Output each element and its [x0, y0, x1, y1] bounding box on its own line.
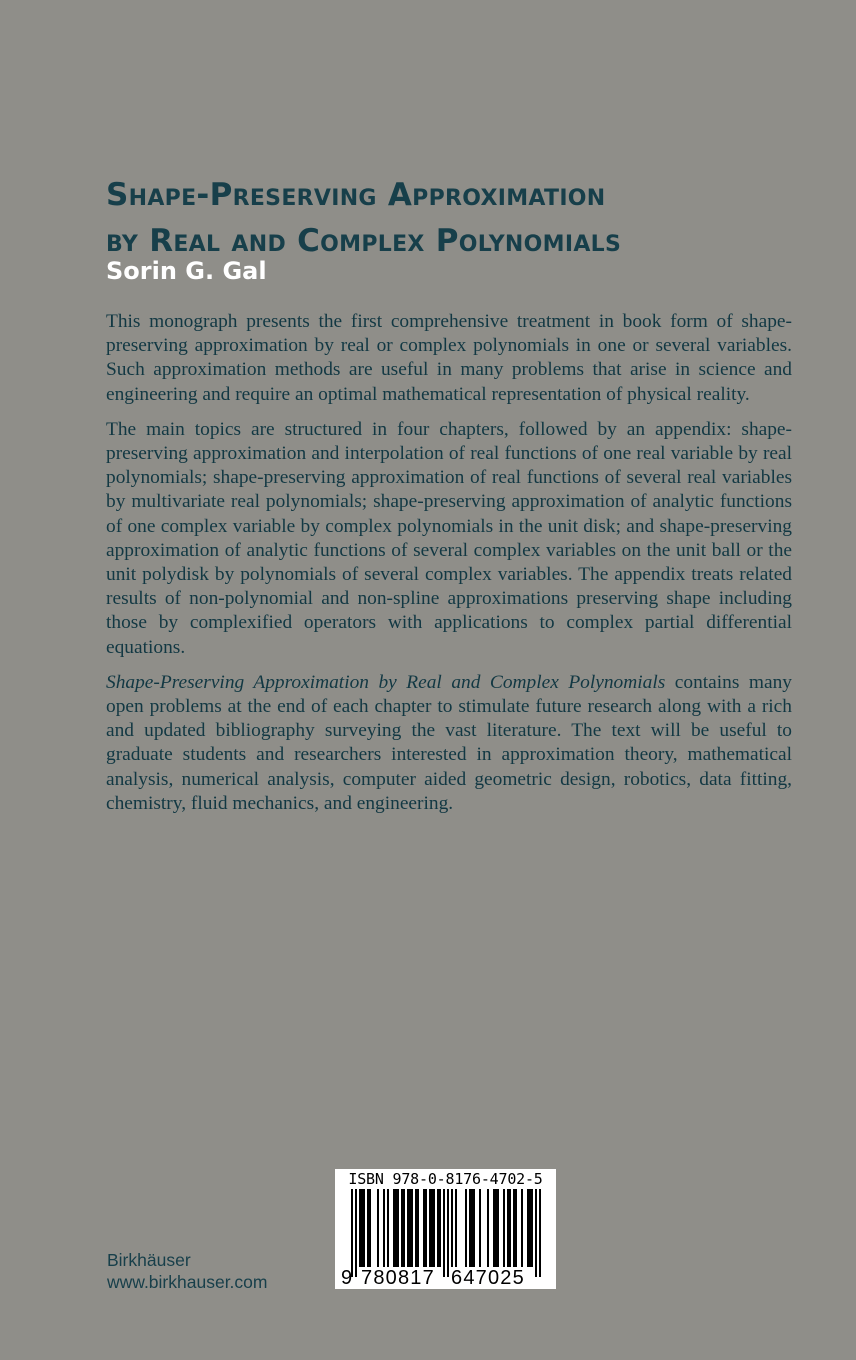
- barcode-bar: [433, 1189, 435, 1267]
- title-line-2: by Real and Complex Polynomials: [106, 223, 622, 259]
- barcode-bar: [363, 1189, 365, 1267]
- barcode-bar: [455, 1189, 457, 1267]
- blurb-paragraph-3: [106, 671, 792, 816]
- barcode-bar: [417, 1189, 419, 1267]
- barcode-right-digits: 647025: [451, 1267, 525, 1289]
- barcode-bar: [393, 1189, 395, 1267]
- barcode-bar: [515, 1189, 517, 1267]
- barcode-bar: [407, 1189, 409, 1267]
- publisher-name: Birkhäuser: [107, 1250, 191, 1270]
- barcode-bar: [361, 1189, 363, 1267]
- barcode-bar: [531, 1189, 533, 1267]
- barcode-bar: [359, 1189, 361, 1267]
- barcode-bar: [507, 1189, 509, 1267]
- publisher-website: www.birkhauser.com: [107, 1272, 268, 1292]
- barcode-bar: [367, 1189, 369, 1267]
- blurb-paragraph-1: This monograph presents the first comprehensive treatment in book form of shape-preserving approximation by real or complex polynomials in one or several variables. Such approximation methods are useful in many problems that arise in science and engineering and require an optimal mathematical representation of physical reality.: [106, 311, 792, 405]
- barcode-bar: [425, 1189, 427, 1267]
- barcode-bar: [503, 1189, 505, 1267]
- barcode-bar: [403, 1189, 405, 1267]
- barcode-bar: [439, 1189, 441, 1267]
- blurb-book-title-italic: Shape-Preserving Approximation by Real and Complex Polynomials: [106, 671, 666, 693]
- isbn-barcode: [335, 1169, 556, 1289]
- book-title: [106, 172, 746, 264]
- barcode-first-digit: 9: [341, 1267, 353, 1289]
- blurb: [106, 310, 792, 816]
- barcode-bar: [479, 1189, 481, 1267]
- barcode-bar: [451, 1189, 453, 1267]
- barcode-bar: [355, 1189, 357, 1277]
- barcode-bar: [431, 1189, 433, 1267]
- barcode-bar: [521, 1189, 523, 1267]
- author-name: Sorin G. Gal: [106, 257, 267, 285]
- barcode-bar: [411, 1189, 413, 1267]
- barcode-bar: [469, 1189, 471, 1267]
- barcode-bar: [423, 1189, 425, 1267]
- barcode-bar: [401, 1189, 403, 1267]
- barcode-bar: [465, 1189, 467, 1267]
- barcode-bar: [409, 1189, 411, 1267]
- barcode-bar: [497, 1189, 499, 1267]
- barcode-bar: [415, 1189, 417, 1267]
- barcode-bar: [447, 1189, 449, 1277]
- barcode-bar: [493, 1189, 495, 1267]
- barcode-bar: [387, 1189, 389, 1267]
- barcode-bar: [351, 1189, 353, 1277]
- barcode-bar: [397, 1189, 399, 1267]
- blurb-paragraph-2: The main topics are structured in four chapters, followed by an appendix: shape-preserving approximation and interpolation of real functions of one real variable by real polynomials; shape-preserving approximation of real functions of several real variables by multivariate real polynomials; shape-preserving approximation of analytic functions of one complex variable by complex polynomials in the unit disk; and shape-preserving approximation of analytic functions of several complex variables on the unit ball or the unit polydisk by polynomials of several complex variables. The appendix treats related results of non-polynomial and non-spline approximations preserving shape including those by complexified operators with applications to complex partial differential equations.: [106, 418, 792, 658]
- barcode-bar: [369, 1189, 371, 1267]
- barcode-bar: [495, 1189, 497, 1267]
- isbn-label: ISBN 978-0-8176-4702-5: [348, 1170, 543, 1188]
- barcode-bar: [471, 1189, 473, 1267]
- barcode-bar: [535, 1189, 537, 1277]
- barcode-bar: [473, 1189, 475, 1267]
- barcode-left-digits: 780817: [361, 1267, 435, 1289]
- barcode-bar: [527, 1189, 529, 1267]
- barcode-bar: [539, 1189, 541, 1277]
- barcode-bar: [437, 1189, 439, 1267]
- barcode-bar: [487, 1189, 489, 1267]
- barcode-bar: [377, 1189, 379, 1267]
- barcode-bar: [383, 1189, 385, 1267]
- title-line-1: Shape-Preserving Approximation: [106, 177, 606, 213]
- blurb-paragraph-3-text: contains many open problems at the end of each chapter to stimulate future research along with a rich and updated bibliography surveying the vast literature. The text will be useful to graduate students and researchers interested in approximation theory, mathematical analysis, numerical analysis, computer aided geometric design, robotics, data fitting, chemistry, fluid mechanics, and engineering.: [106, 671, 792, 814]
- barcode-bar: [443, 1189, 445, 1277]
- barcode-bar: [509, 1189, 511, 1267]
- barcode-bar: [513, 1189, 515, 1267]
- publisher-block: [107, 1249, 267, 1293]
- barcode-bar: [395, 1189, 397, 1267]
- barcode-bar: [429, 1189, 431, 1267]
- barcode-bar: [529, 1189, 531, 1267]
